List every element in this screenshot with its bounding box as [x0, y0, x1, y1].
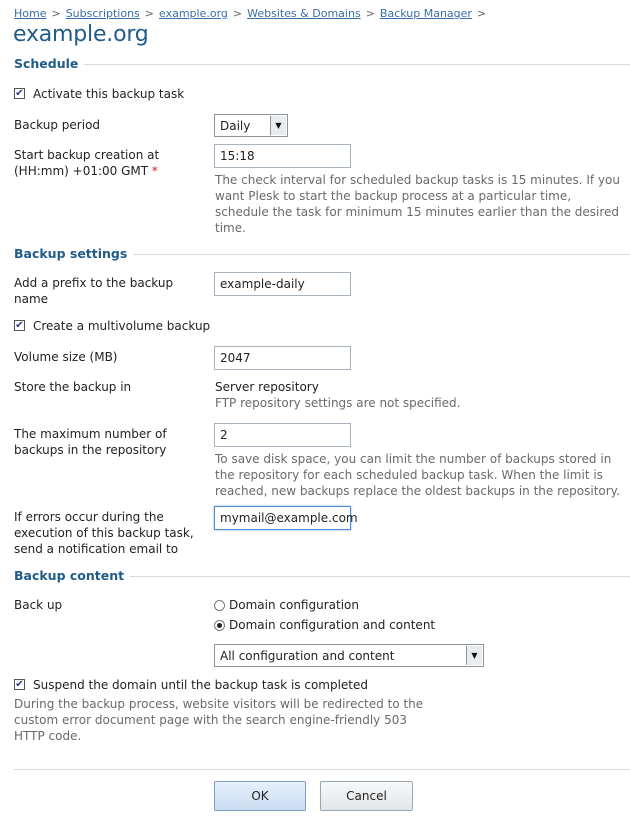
prefix-label — [14, 275, 173, 307]
hint-line: the repository for each scheduled backup task. When the limit is — [215, 468, 603, 482]
backup-period-label: Backup period — [14, 118, 101, 132]
hint-line: reached, new backups replace the oldest backups in the repository. — [215, 484, 620, 498]
max-backups-label-line2: backups in the repository — [14, 443, 167, 457]
prefix-label-line2: name — [14, 292, 49, 306]
store-hint: FTP repository settings are not specified. — [215, 396, 461, 410]
prefix-label-line1: Add a prefix to the backup — [14, 276, 174, 290]
content-scope-select[interactable] — [214, 644, 484, 667]
notification-email-input[interactable]: mymail@example.com — [214, 506, 351, 530]
notification-label-line2: execution of this backup task, — [14, 526, 194, 540]
start-time-label — [14, 147, 159, 179]
section-divider — [14, 64, 630, 65]
breadcrumb-separator: > — [51, 7, 61, 20]
start-time-label-line2: (HH:mm) +01:00 GMT * — [14, 164, 158, 178]
max-backups-label — [14, 426, 167, 458]
activate-checkbox[interactable] — [14, 88, 25, 99]
hint-line: HTTP code. — [14, 729, 82, 743]
notification-email-label — [14, 509, 194, 557]
max-backups-input[interactable]: 2 — [214, 423, 351, 447]
notification-label-line1: If errors occur during the — [14, 510, 164, 524]
backup-period-select[interactable] — [214, 114, 288, 137]
hint-line: want Plesk to start the backup process at a particular time, — [215, 189, 572, 203]
breadcrumb-websites-domains[interactable]: Websites & Domains — [247, 7, 361, 20]
hint-line: custom error document page with the search engine-friendly 503 — [14, 713, 407, 727]
store-label: Store the backup in — [14, 380, 132, 394]
max-backups-hint — [215, 451, 620, 499]
hint-line: schedule the task for minimum 15 minutes earlier than the desired — [215, 205, 620, 219]
hint-line: To save disk space, you can limit the number of backups stored in — [215, 452, 612, 466]
start-time-label-line1: Start backup creation at — [14, 148, 160, 162]
check-icon: ✔ — [15, 88, 24, 99]
section-heading-backup-settings: Backup settings — [14, 246, 133, 261]
domain-config-content-label: Domain configuration and content — [229, 618, 436, 632]
notification-label-line3: send a notification email to — [14, 542, 179, 556]
volume-size-label: Volume size (MB) — [14, 350, 118, 364]
breadcrumb-home[interactable]: Home — [14, 7, 47, 20]
back-up-label: Back up — [14, 598, 63, 612]
domain-config-label: Domain configuration — [229, 598, 359, 612]
required-marker: * — [151, 164, 158, 178]
max-backups-label-line1: The maximum number of — [14, 427, 167, 441]
suspend-hint — [14, 696, 423, 744]
breadcrumb-separator: > — [365, 7, 375, 20]
triangle-down-icon: ▼ — [466, 646, 482, 665]
breadcrumb-separator: > — [232, 7, 243, 20]
prefix-input[interactable]: example-daily — [214, 272, 351, 296]
breadcrumb-domain[interactable]: example.org — [159, 7, 228, 20]
hint-line: The check interval for scheduled backup tasks is 15 minutes. If you — [215, 173, 620, 187]
start-time-hint — [215, 172, 620, 236]
domain-config-radio[interactable] — [214, 600, 225, 611]
multivolume-label: Create a multivolume backup — [33, 319, 211, 333]
breadcrumb-separator: > — [144, 7, 154, 20]
footer-divider — [14, 769, 630, 770]
volume-size-input[interactable]: 2047 — [214, 346, 351, 370]
multivolume-checkbox[interactable] — [14, 320, 25, 331]
start-time-input[interactable]: 15:18 — [214, 144, 351, 168]
activate-label: Activate this backup task — [33, 87, 185, 101]
suspend-label: Suspend the domain until the backup task is completed — [33, 678, 369, 692]
suspend-checkbox[interactable] — [14, 679, 25, 690]
page-title: example.org — [13, 22, 149, 47]
section-heading-schedule: Schedule — [14, 56, 84, 71]
hint-line: During the backup process, website visitors will be redirected to the — [14, 697, 424, 711]
ok-button[interactable]: OK — [214, 781, 306, 811]
breadcrumb-subscriptions[interactable]: Subscriptions — [65, 7, 140, 20]
check-icon: ✔ — [15, 679, 24, 690]
backup-period-value: Daily — [220, 119, 251, 133]
breadcrumb — [14, 6, 491, 20]
breadcrumb-backup-manager[interactable]: Backup Manager — [379, 7, 472, 20]
triangle-down-icon: ▼ — [270, 116, 286, 135]
check-icon: ✔ — [15, 320, 24, 331]
cancel-button[interactable]: Cancel — [320, 781, 413, 811]
section-heading-backup-content: Backup content — [14, 568, 130, 583]
content-scope-value: All configuration and content — [220, 649, 395, 663]
store-value: Server repository — [215, 380, 319, 394]
breadcrumb-separator: > — [476, 7, 487, 20]
domain-config-content-radio[interactable] — [214, 620, 225, 631]
hint-line: time. — [215, 221, 246, 235]
